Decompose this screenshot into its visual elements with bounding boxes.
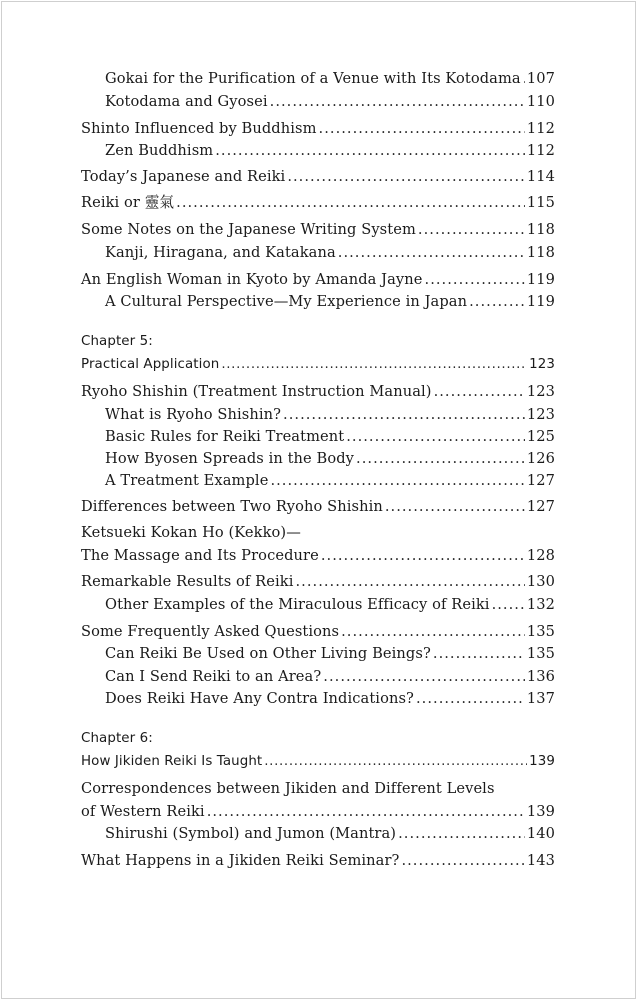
toc-entry [81, 166, 555, 188]
entry-page: 130 [526, 573, 555, 590]
chapter-heading [81, 331, 555, 353]
entry-title: of Western Reiki [81, 803, 205, 820]
toc-entry [81, 850, 555, 872]
toc-entry [81, 801, 555, 823]
entry-title: What is Ryoho Shishin? [105, 406, 282, 423]
entry-page: 128 [526, 547, 555, 564]
entry-page: 125 [526, 428, 555, 445]
entry-title: Can I Send Reiki to an Area? [105, 668, 322, 685]
entry-page: 132 [526, 596, 555, 613]
entry-page: 123 [526, 406, 555, 423]
entry-title: Gokai for the Purification of a Venue with Its Kotodama [105, 70, 521, 87]
entry-title: An English Woman in Kyoto by Amanda Jayne [81, 271, 423, 288]
entry-title: What Happens in a Jikiden Reiki Seminar? [81, 852, 400, 869]
entry-title: Can Reiki Be Used on Other Living Beings? [105, 645, 431, 662]
entry-page: 112 [526, 120, 555, 137]
toc-entry [105, 470, 555, 492]
entry-page: 123 [529, 357, 555, 372]
dot-leader [176, 192, 525, 214]
entry-title: Other Examples of the Miraculous Efficacy of Reiki [105, 596, 490, 613]
entry-title: Does Reiki Have Any Contra Indications? [105, 690, 414, 707]
dot-leader [385, 496, 525, 518]
entry-title: Reiki or 靈氣 [81, 194, 175, 211]
toc-entry [105, 91, 555, 113]
toc-entry [81, 219, 555, 241]
entry-page: 127 [526, 472, 555, 489]
entry-page: 137 [526, 690, 555, 707]
entry-page: 107 [526, 70, 555, 87]
dot-leader [319, 118, 525, 140]
entry-page: 135 [526, 645, 555, 662]
chapter-title: Practical Application [81, 357, 220, 372]
toc-entry [81, 381, 555, 403]
entry-title: Basic Rules for Reiki Treatment [105, 428, 345, 445]
entry-title: Shirushi (Symbol) and Jumon (Mantra) [105, 825, 397, 842]
chapter-title: How Jikiden Reiki Is Taught [81, 754, 263, 769]
dot-leader [283, 404, 525, 426]
entry-title: A Treatment Example [105, 472, 269, 489]
toc-entry [105, 823, 555, 845]
chapter-heading [81, 728, 555, 750]
entry-title: Zen Buddhism [105, 142, 214, 159]
entry-page: 139 [526, 803, 555, 820]
dot-leader [270, 91, 525, 113]
entry-title: The Massage and Its Procedure [81, 547, 319, 564]
dot-leader [270, 470, 524, 492]
entry-page: 118 [526, 221, 555, 238]
dot-leader [492, 594, 525, 616]
entry-title: Differences between Two Ryoho Shishin [81, 498, 383, 515]
entry-page: 119 [526, 271, 555, 288]
dot-leader [356, 448, 525, 470]
entry-page: 110 [526, 93, 555, 110]
entry-title: Some Frequently Asked Questions [81, 623, 340, 640]
dot-leader [425, 269, 525, 291]
toc-entry [105, 68, 555, 90]
toc-entry [105, 140, 555, 162]
entry-page: 143 [526, 852, 555, 869]
entry-page: 127 [526, 498, 555, 515]
dot-leader [523, 68, 525, 90]
toc-entry [81, 118, 555, 140]
entry-page: 115 [526, 194, 555, 211]
dot-leader [433, 643, 525, 665]
dot-leader [346, 426, 525, 448]
entry-title: Some Notes on the Japanese Writing System [81, 221, 416, 238]
entry-title: Ketsueki Kokan Ho (Kekko)— [81, 524, 301, 541]
toc-entry [81, 751, 555, 773]
dot-leader [434, 381, 525, 403]
entry-page: 139 [529, 754, 555, 769]
entry-title: Remarkable Results of Reiki [81, 573, 294, 590]
toc-entry [81, 778, 555, 800]
dot-leader [341, 621, 525, 643]
entry-title: How Byosen Spreads in the Body [105, 450, 355, 467]
entry-title: Today’s Japanese and Reiki [81, 168, 286, 185]
entry-page: 112 [526, 142, 555, 159]
dot-leader [221, 354, 527, 376]
toc-entry [105, 688, 555, 710]
toc-entry [81, 269, 555, 291]
toc-entry [81, 621, 555, 643]
entry-page: 119 [526, 293, 555, 310]
dot-leader [323, 666, 525, 688]
chapter-number: Chapter 5: [81, 334, 153, 349]
toc-entry [81, 545, 555, 567]
entry-title: Shinto Influenced by Buddhism [81, 120, 317, 137]
dot-leader [338, 242, 525, 264]
dot-leader [264, 751, 527, 773]
entry-title: Ryoho Shishin (Treatment Instruction Manual) [81, 383, 432, 400]
toc-entry [105, 448, 555, 470]
dot-leader [416, 688, 525, 710]
toc-entry [81, 522, 555, 544]
dot-leader [398, 823, 525, 845]
toc-entry [105, 594, 555, 616]
entry-page: 136 [526, 668, 555, 685]
dot-leader [418, 219, 525, 241]
entry-title: A Cultural Perspective—My Experience in Japan [105, 293, 468, 310]
toc-entry [105, 426, 555, 448]
toc-page [1, 1, 636, 999]
dot-leader [469, 291, 525, 313]
entry-page: 123 [526, 383, 555, 400]
dot-leader [215, 140, 525, 162]
entry-page: 114 [526, 168, 555, 185]
entry-page: 126 [526, 450, 555, 467]
toc-entry [105, 643, 555, 665]
toc-entry [105, 666, 555, 688]
dot-leader [207, 801, 525, 823]
entry-page: 140 [526, 825, 555, 842]
toc-entry [81, 571, 555, 593]
toc-entry [81, 496, 555, 518]
toc-entry [105, 404, 555, 426]
chapter-number: Chapter 6: [81, 731, 153, 746]
toc-entry [81, 354, 555, 376]
dot-leader [295, 571, 524, 593]
toc-entry [105, 242, 555, 264]
toc-entry [105, 291, 555, 313]
entry-page: 135 [526, 623, 555, 640]
entry-title: Kanji, Hiragana, and Katakana [105, 244, 336, 261]
dot-leader [287, 166, 525, 188]
toc-entry [81, 192, 555, 214]
entry-title: Kotodama and Gyosei [105, 93, 268, 110]
dot-leader [321, 545, 525, 567]
dot-leader [401, 850, 524, 872]
entry-page: 118 [526, 244, 555, 261]
entry-title: Correspondences between Jikiden and Different Levels [81, 780, 495, 797]
